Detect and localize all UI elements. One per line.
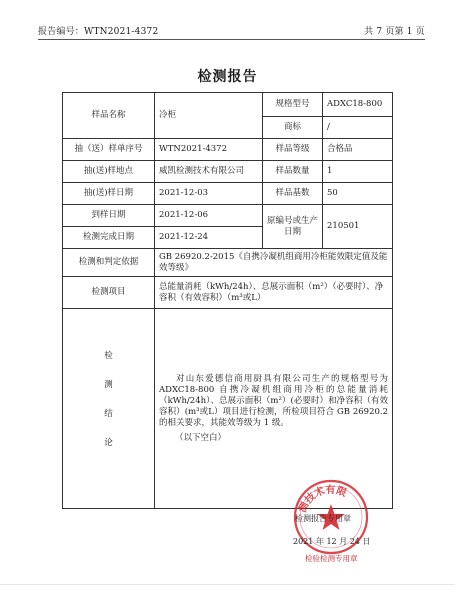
model-value: ADXC18-800	[323, 93, 393, 117]
blank-note: （以下空白）	[175, 432, 227, 443]
conclusion-char: 结	[104, 408, 113, 419]
brand-label: 商标	[263, 117, 323, 139]
date-label: 抽(送)样日期	[63, 183, 155, 205]
brand-value: /	[323, 117, 393, 139]
basis-label: 检测和判定依据	[63, 249, 155, 277]
items-value: 总能量消耗（kWh/24h）、总展示面积（m²）（必要时）、净容积（有效容积）（m³或L）	[155, 277, 393, 309]
grade-label: 样品等级	[263, 139, 323, 161]
sample-no-label: 抽（送）样单序号	[63, 139, 155, 161]
page-title: 检测报告	[197, 69, 258, 85]
finish-label: 检测完成日期	[63, 227, 155, 249]
stamp-sub-text: 检验检测专用章	[305, 554, 358, 563]
base-label: 样品基数	[263, 183, 323, 205]
arrive-label: 到样日期	[63, 205, 155, 227]
orig-label: 原编号或生产日期	[263, 205, 323, 249]
qty-label: 样品数量	[263, 161, 323, 183]
svg-text:测技术有限	[295, 483, 348, 514]
report-table	[62, 92, 393, 509]
stamp-date: 2021 年 12 月 24 日	[293, 537, 371, 546]
place-value: 威凯检测技术有限公司	[155, 161, 263, 183]
conclusion-char: 检	[104, 350, 113, 361]
base-value: 50	[323, 183, 393, 205]
page-bottom-edge	[0, 584, 455, 585]
report-number: 报告编号：WTN2021-4372	[38, 27, 159, 37]
basis-value: GB 26920.2-2015《自携冷凝机组商用冷柜能效限定值及能效等级》	[155, 249, 393, 277]
finish-value: 2021-12-24	[155, 227, 263, 249]
date-value: 2021-12-03	[155, 183, 263, 205]
orig-value: 210501	[323, 205, 393, 249]
qty-value: 1	[323, 161, 393, 183]
stamp-seal-text: 检测报告专用章	[295, 514, 351, 523]
place-label: 抽(送)样地点	[63, 161, 155, 183]
header-divider	[38, 39, 425, 40]
conclusion-char: 测	[104, 379, 113, 390]
sample-name-value: 冷柜	[155, 93, 263, 139]
conclusion-text: 对山东爱德信商用厨具有限公司生产的规格型号为ADXC18-800 自携冷凝机组商用冷柜的总能量消耗（kWh/24h）、总展示面积（m²）(必要时）和净容积（有效容积）(m³或L）项目进行检测，所检项目符合 GB 26920.2 的相关要求，其能效等级为 1 级。	[159, 373, 388, 428]
conclusion-label	[63, 309, 155, 509]
page-info: 共 7 页第 1 页	[364, 27, 425, 37]
items-label: 检测项目	[63, 277, 155, 309]
sample-name-label: 样品名称	[63, 93, 155, 139]
sample-no-value: WTN2021-4372	[155, 139, 263, 161]
arrive-value: 2021-12-06	[155, 205, 263, 227]
model-label: 规格型号	[263, 93, 323, 117]
grade-value: 合格品	[323, 139, 393, 161]
stamp-ring-text: 测技术有限	[297, 484, 348, 515]
conclusion-char: 论	[104, 437, 113, 448]
